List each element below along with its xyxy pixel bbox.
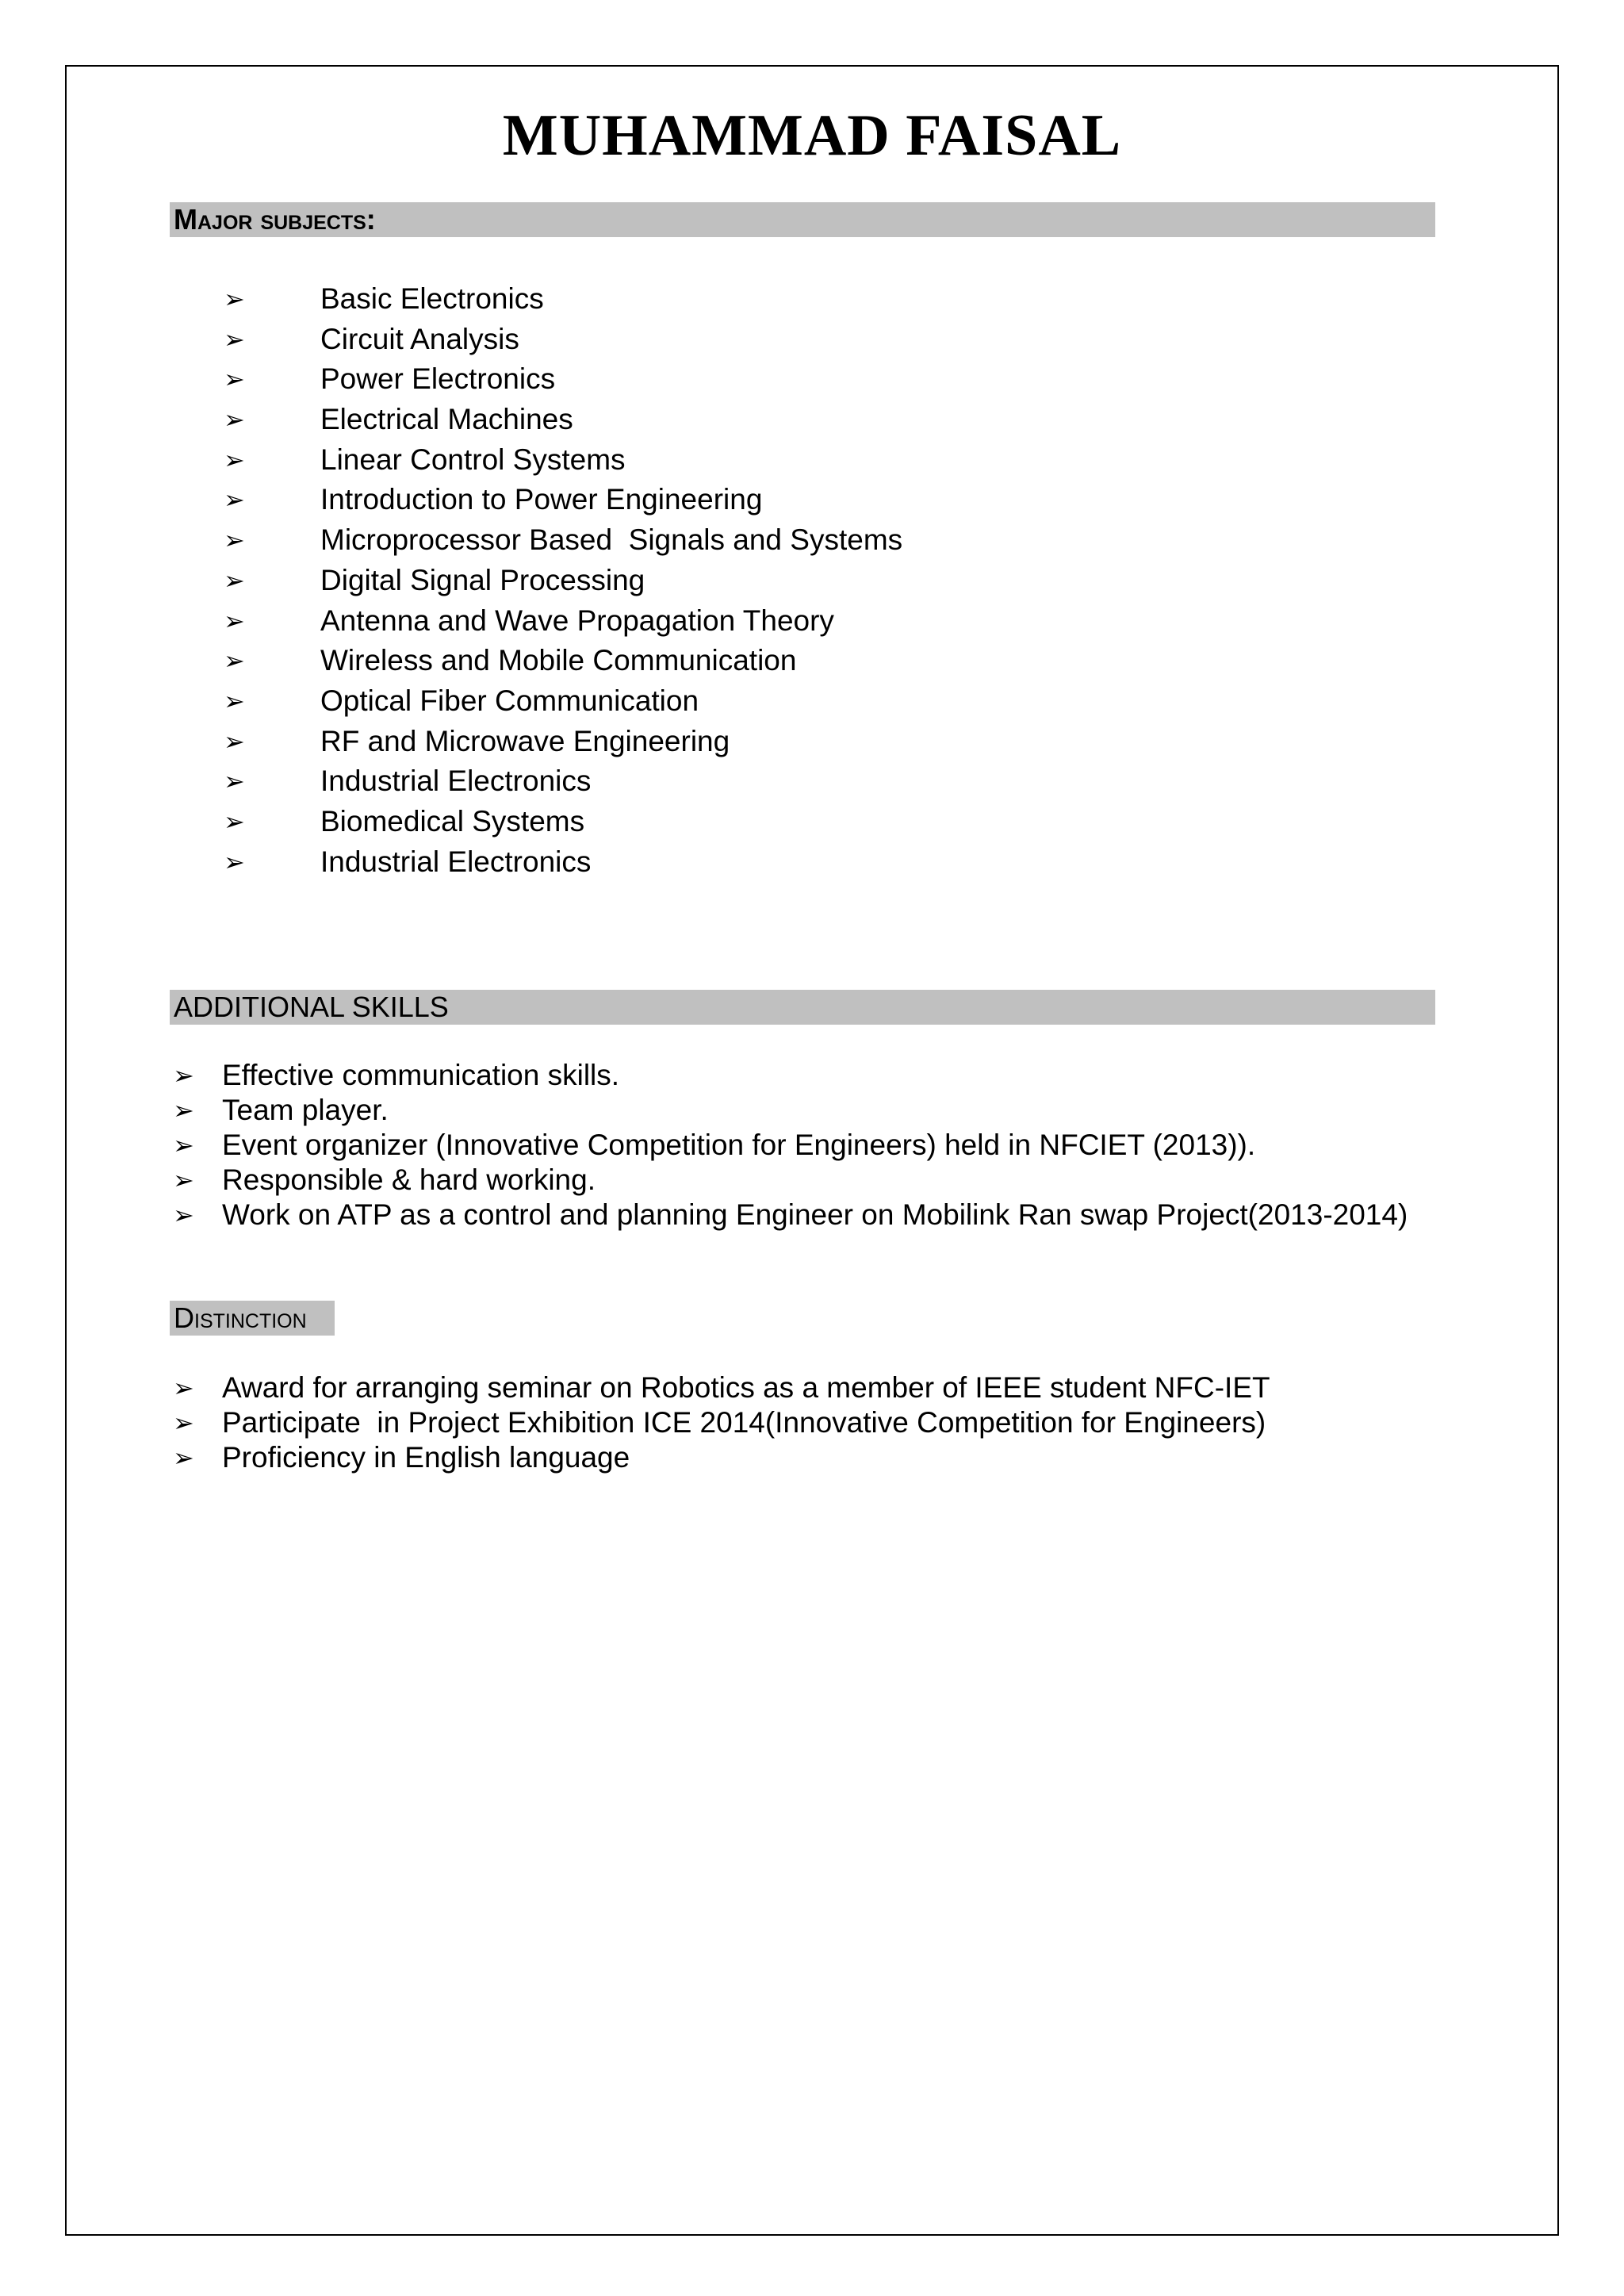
- distinction-text: Participate in Project Exhibition ICE 2014(Innovative Competition for Engineers): [222, 1406, 1266, 1439]
- distinction-text: Proficiency in English language: [222, 1441, 630, 1474]
- subject-label: Electrical Machines: [320, 403, 573, 436]
- arrow-bullet-icon: ➢: [224, 807, 245, 836]
- subject-label: Wireless and Mobile Communication: [320, 644, 797, 677]
- arrow-bullet-icon: ➢: [173, 1201, 194, 1229]
- subject-label: Basic Electronics: [320, 282, 544, 315]
- arrow-bullet-icon: ➢: [224, 565, 245, 595]
- arrow-bullet-icon: ➢: [224, 526, 245, 555]
- arrow-bullet-icon: ➢: [173, 1409, 194, 1437]
- subject-label: RF and Microwave Engineering: [320, 724, 730, 757]
- skill-text: Responsible & hard working.: [222, 1163, 596, 1196]
- subject-label: Power Electronics: [320, 362, 556, 396]
- subject-label: Optical Fiber Communication: [320, 684, 699, 717]
- arrow-bullet-icon: ➢: [224, 285, 245, 313]
- list-item: [0, 1370, 1434, 1405]
- list-item: [0, 1405, 1434, 1440]
- list-item: [0, 1163, 1434, 1198]
- arrow-bullet-icon: ➢: [224, 365, 245, 394]
- arrow-bullet-icon: ➢: [224, 767, 245, 796]
- distinction-list: [0, 1370, 1434, 1475]
- distinction-text: Award for arranging seminar on Robotics as a member of IEEE student NFC-IET: [222, 1371, 1270, 1404]
- arrow-bullet-icon: ➢: [173, 1166, 194, 1194]
- subject-label: Antenna and Wave Propagation Theory: [320, 604, 834, 637]
- list-item: [0, 1128, 1434, 1163]
- skill-text: Team player.: [222, 1094, 389, 1126]
- arrow-bullet-icon: ➢: [173, 1374, 194, 1402]
- list-item: [0, 1198, 1434, 1232]
- skill-text: Event organizer (Innovative Competition for Engineers) held in NFCIET (2013)).: [222, 1129, 1256, 1161]
- arrow-bullet-icon: ➢: [173, 1061, 194, 1090]
- list-item: [0, 1440, 1434, 1475]
- subject-label: Introduction to Power Engineering: [320, 483, 763, 516]
- arrow-bullet-icon: ➢: [224, 606, 245, 635]
- arrow-bullet-icon: ➢: [224, 726, 245, 756]
- page-title: MUHAMMAD FAISAL: [502, 103, 1122, 168]
- list-item: [0, 1058, 1434, 1093]
- additional-skills-heading: ADDITIONAL SKILLS: [174, 991, 449, 1023]
- subject-label: Industrial Electronics: [320, 845, 592, 878]
- skill-text: Effective communication skills.: [222, 1059, 620, 1091]
- arrow-bullet-icon: ➢: [224, 485, 245, 515]
- subject-label: Digital Signal Processing: [320, 563, 645, 596]
- arrow-bullet-icon: ➢: [224, 847, 245, 876]
- arrow-bullet-icon: ➢: [173, 1096, 194, 1125]
- subject-label: Industrial Electronics: [320, 765, 592, 798]
- arrow-bullet-icon: ➢: [224, 445, 245, 474]
- additional-skills-list: [0, 1058, 1434, 1232]
- arrow-bullet-icon: ➢: [224, 405, 245, 435]
- arrow-bullet-icon: ➢: [224, 324, 245, 354]
- distinction-heading: Distinction: [174, 1301, 307, 1334]
- subject-label: Microprocessor Based Signals and Systems: [320, 523, 903, 557]
- subject-label: Circuit Analysis: [320, 322, 519, 355]
- subject-label: Linear Control Systems: [320, 443, 626, 476]
- list-item: [0, 1093, 1434, 1128]
- arrow-bullet-icon: ➢: [224, 646, 245, 676]
- skill-text: Work on ATP as a control and planning Engineer on Mobilink Ran swap Project(2013-2014): [222, 1198, 1408, 1231]
- arrow-bullet-icon: ➢: [173, 1131, 194, 1159]
- arrow-bullet-icon: ➢: [173, 1443, 194, 1472]
- subject-label: Biomedical Systems: [320, 804, 585, 838]
- arrow-bullet-icon: ➢: [224, 686, 245, 715]
- major-subjects-heading: Major subjects:: [174, 203, 376, 236]
